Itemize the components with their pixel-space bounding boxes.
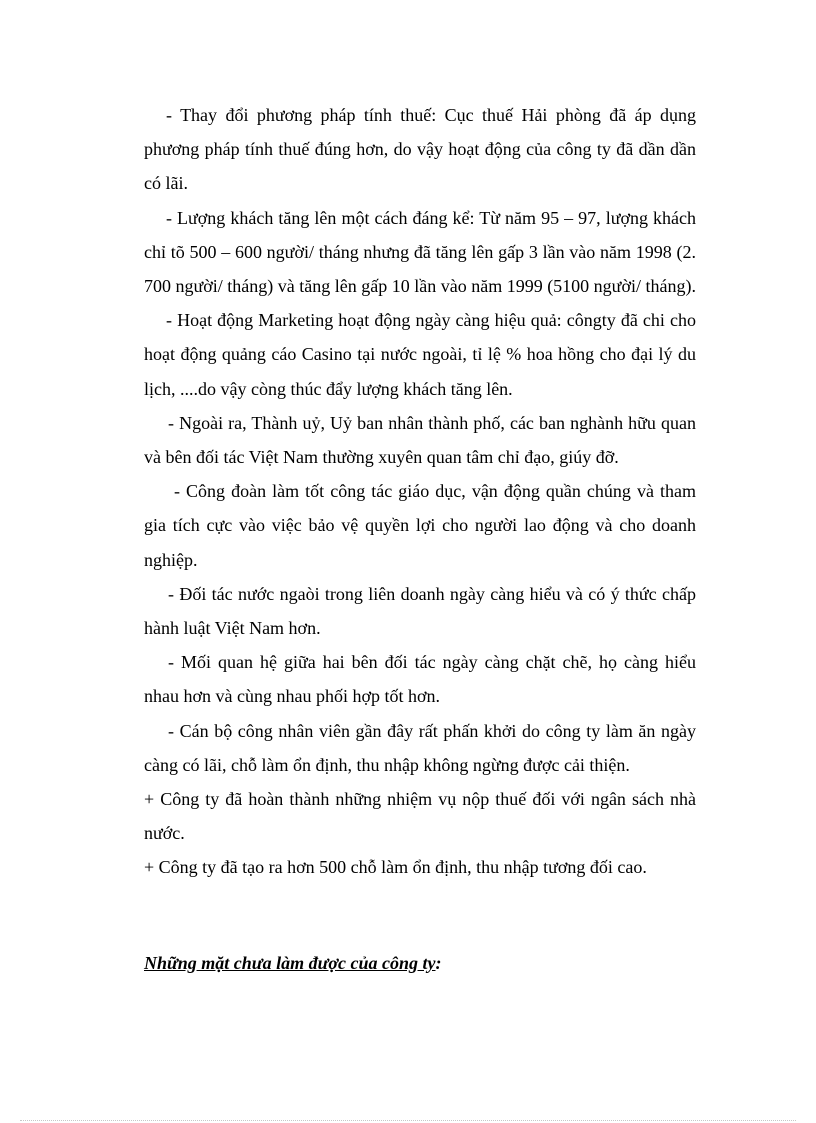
paragraph-customer-growth: - Lượng khách tăng lên một cách đáng kể: Từ năm 95 – 97, lượng khách chỉ tõ 500 – 600 người/ tháng nhưng đã tăng lên gấp 3 lần vào năm 1998 (2. 700 người/ tháng) và tăng lên gấp 10 lần vào năm 1999 (5100 người/ tháng). bbox=[144, 207, 696, 297]
page-bottom-divider bbox=[20, 1120, 796, 1121]
paragraph-marketing: - Hoạt động Marketing hoạt động ngày càng hiệu quả: côngty đã chi cho hoạt động quảng cáo Casino tại nước ngoài, tỉ lệ % hoa hồng cho đại lý du lịch, ....do vậy còng thúc đẩy lượng khách tăng lên. bbox=[144, 310, 696, 399]
section-heading-colon: : bbox=[435, 953, 442, 973]
section-heading-text: Những mặt chưa làm được của công ty bbox=[144, 953, 436, 973]
document-body bbox=[144, 98, 696, 885]
section-heading bbox=[144, 948, 442, 978]
paragraph-tax-method: - Thay đổi phương pháp tính thuế: Cục thuế Hải phòng đã áp dụng phương pháp tính thuế đúng hơn, do vậy hoạt động của công ty đã dần dần có lãi. bbox=[144, 105, 696, 194]
paragraph-tax-obligation: + Công ty đã hoàn thành những nhiệm vụ nộp thuế đối với ngân sách nhà nước. bbox=[144, 789, 696, 844]
paragraph-foreign-partner: - Đối tác nước ngaòi trong liên doanh ngày càng hiểu và có ý thức chấp hành luật Việt Nam hơn. bbox=[144, 583, 696, 639]
paragraph-city-support: - Ngoài ra, Thành uỷ, Uỷ ban nhân thành phố, các ban nghành hữu quan và bên đối tác Việt Nam thường xuyên quan tâm chỉ đạo, giúy đỡ. bbox=[144, 412, 696, 468]
paragraph-staff-morale: - Cán bộ công nhân viên gần đây rất phấn khởi do công ty làm ăn ngày càng có lãi, chỗ làm ổn định, thu nhập không ngừng được cải thiện. bbox=[144, 720, 696, 775]
paragraph-jobs-created: + Công ty đã tạo ra hơn 500 chỗ làm ổn định, thu nhập tương đối cao. bbox=[144, 857, 647, 878]
paragraph-partner-relations: - Mối quan hệ giữa hai bên đối tác ngày càng chặt chẽ, họ càng hiểu nhau hơn và cùng nhau phối hợp tốt hơn. bbox=[144, 652, 696, 707]
paragraph-trade-union: - Công đoàn làm tốt công tác giáo dục, vận động quần chúng và tham gia tích cực vào việc bảo vệ quyền lợi cho người lao động và cho doanh nghiệp. bbox=[144, 481, 696, 570]
